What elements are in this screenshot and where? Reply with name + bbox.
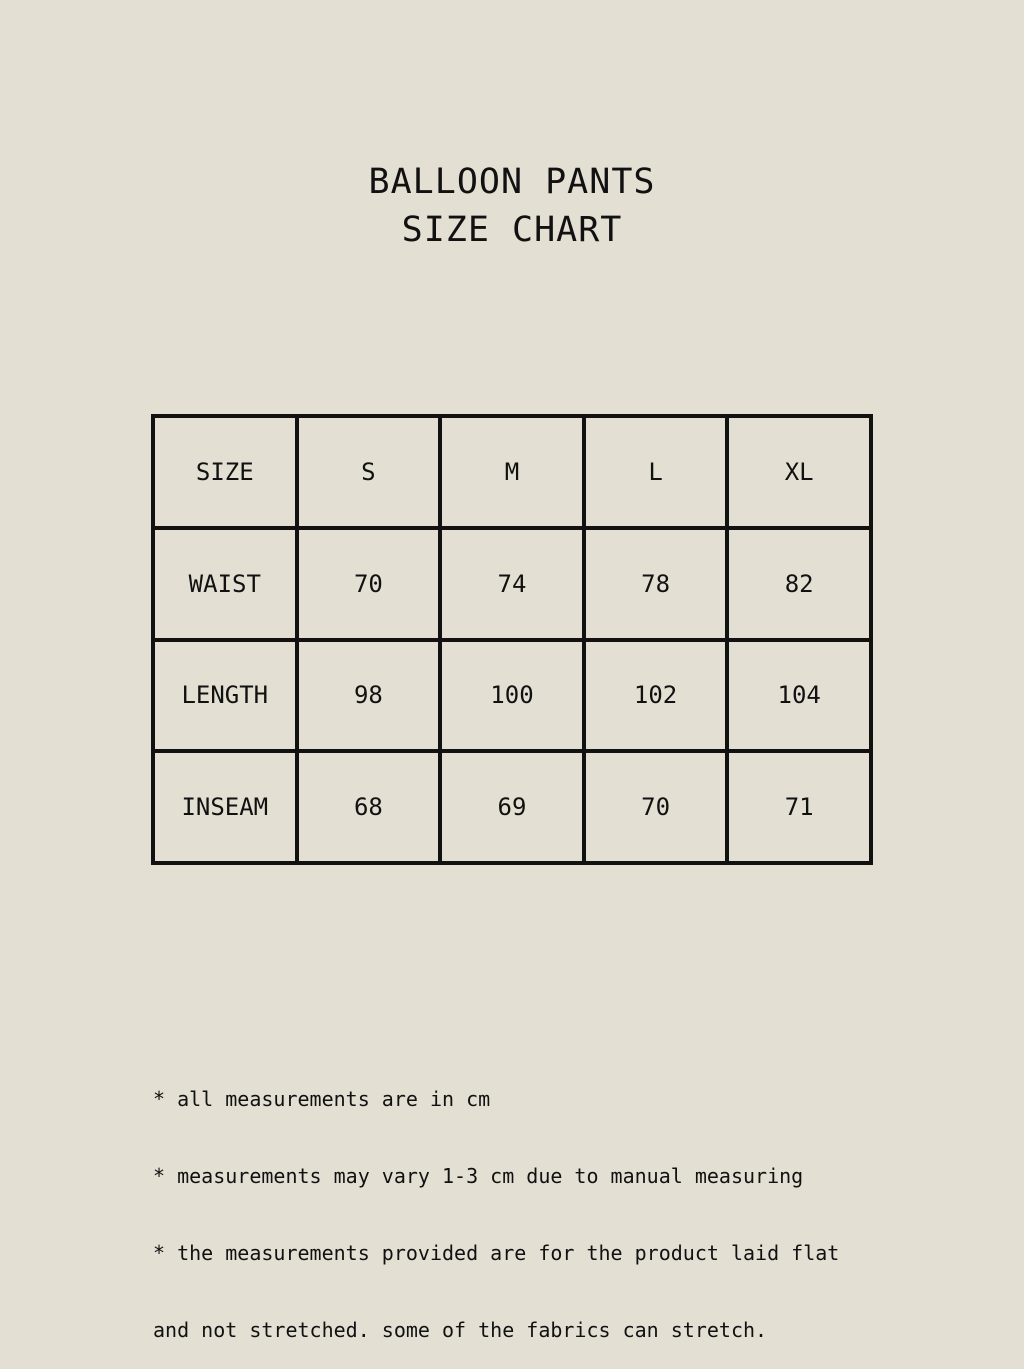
table-cell: 104 [727,640,871,752]
table-cell: 70 [584,751,728,863]
table-cell: 78 [584,528,728,640]
table-cell: 70 [297,528,441,640]
table-cell: 98 [297,640,441,752]
table-cell: 74 [440,528,584,640]
table-cell: 82 [727,528,871,640]
row-label-inseam: INSEAM [153,751,297,863]
header-cell-s: S [297,416,441,528]
table-cell: 102 [584,640,728,752]
table-cell: 69 [440,751,584,863]
table-row-waist [153,528,871,640]
note-line: * measurements may vary 1-3 cm due to manual measuring [153,1163,804,1188]
title-line-product: BALLOON PANTS [368,162,656,202]
table-cell: 100 [440,640,584,752]
header-cell-size: SIZE [153,416,297,528]
note-line: and not stretched. some of the fabrics can stretch. [153,1317,768,1342]
note-line: * the measurements provided are for the product laid flat [153,1240,840,1265]
row-label-length: LENGTH [153,640,297,752]
table-row-inseam [153,751,871,863]
table-cell: 68 [297,751,441,863]
note-line: * all measurements are in cm [153,1087,491,1112]
page-title [0,158,1024,254]
title-line-chart: SIZE CHART [401,210,623,250]
table-row-length [153,640,871,752]
header-cell-m: M [440,416,584,528]
size-chart-table [151,414,873,865]
header-cell-xl: XL [727,416,871,528]
measurement-notes [153,1036,913,1369]
row-label-waist: WAIST [153,528,297,640]
table-cell: 71 [727,751,871,863]
table-header-row [153,416,871,528]
header-cell-l: L [584,416,728,528]
